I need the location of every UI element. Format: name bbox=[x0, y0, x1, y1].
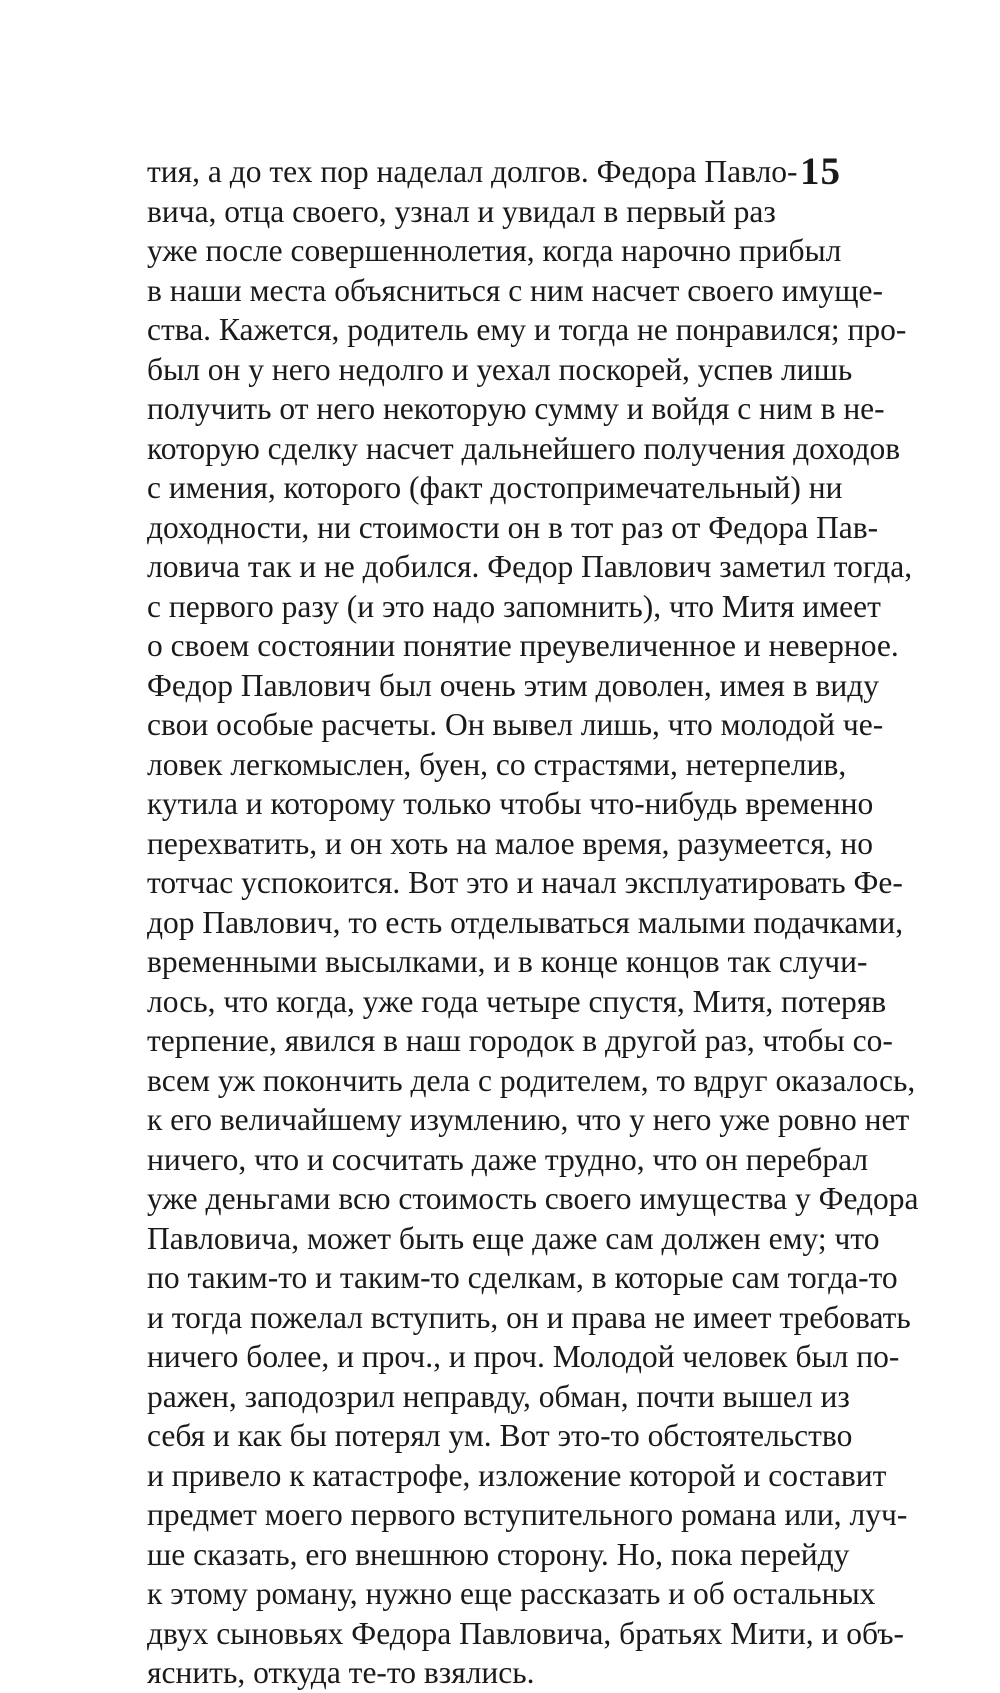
text-line: с имения, которого (факт достопримечательный) ни bbox=[147, 470, 843, 505]
text-line: яснить, откуда те-то взялись. bbox=[147, 1655, 535, 1690]
text-line: временными высылками, и в конце концов так случи- bbox=[147, 944, 868, 979]
text-line: тотчас успокоится. Вот это и начал эксплуатировать Фе- bbox=[147, 865, 903, 900]
text-line: двух сыновьях Федора Павловича, братьях Мити, и объ- bbox=[147, 1615, 905, 1651]
text-line: ловек легкомыслен, буен, со страстями, нетерпелив, bbox=[147, 746, 847, 782]
text-line: предмет моего первого вступительного романа или, луч- bbox=[147, 1497, 908, 1532]
text-line: к его величайшему изумлению, что у него уже ровно нет bbox=[147, 1102, 910, 1137]
text-line: которую сделку насчет дальнейшего получения доходов bbox=[147, 430, 901, 466]
text-line: в наши места объясниться с ним насчет своего имуще- bbox=[147, 272, 884, 308]
text-line: и тогда пожелал вступить, он и права не имеет требовать bbox=[147, 1299, 911, 1335]
text-line: Федор Павлович был очень этим доволен, имея в виду bbox=[147, 667, 880, 703]
text-line: лось, что когда, уже года четыре спустя, Митя, потеряв bbox=[147, 983, 887, 1019]
text-line: ше сказать, его внешнюю сторону. Но, пока перейду bbox=[147, 1536, 850, 1572]
text-line: дор Павлович, то есть отделываться малыми подачками, bbox=[147, 904, 904, 940]
text-line: перехватить, и он хоть на малое время, разумеется, но bbox=[147, 825, 874, 861]
text-line: ражен, заподозрил неправду, обман, почти вышел из bbox=[147, 1378, 850, 1414]
text-line: ничего, что и сосчитать даже трудно, что он перебрал bbox=[147, 1141, 869, 1177]
text-line: с первого разу (и это надо запомнить), что Митя имеет bbox=[147, 588, 881, 624]
text-line: кутила и которому только чтобы что-нибудь временно bbox=[147, 786, 874, 821]
text-line: свои особые расчеты. Он вывел лишь, что молодой че- bbox=[147, 707, 884, 742]
text-line: по таким-то и таким-то сделкам, в которые сам тогда-то bbox=[147, 1260, 898, 1295]
text-line: получить от него некоторую сумму и войдя с ним в не- bbox=[147, 391, 885, 426]
text-line: ства. Кажется, родитель ему и тогда не понравился; про- bbox=[147, 312, 907, 347]
page-number: 15 bbox=[800, 150, 841, 193]
text-line: к этому роману, нужно еще рассказать и об остальных bbox=[147, 1576, 876, 1611]
text-line: о своем состоянии понятие преувеличенное и неверное. bbox=[147, 628, 899, 663]
text-line: уже деньгами всю стоимость своего имущества у Федора bbox=[147, 1181, 919, 1216]
text-line: терпение, явился в наш городок в другой раз, чтобы со- bbox=[147, 1023, 893, 1058]
text-line: Павловича, может быть еще даже сам должен ему; что bbox=[147, 1220, 880, 1256]
body-text bbox=[147, 152, 919, 1693]
text-line: вича, отца своего, узнал и увидал в первый раз bbox=[147, 193, 776, 229]
text-line: ловича так и не добился. Федор Павлович заметил тогда, bbox=[147, 549, 913, 584]
text-line: и привело к катастрофе, изложение которой и составит bbox=[147, 1457, 887, 1493]
text-line: себя и как бы потерял ум. Вот это-то обстоятельство bbox=[147, 1418, 853, 1453]
text-line: доходности, ни стоимости он в тот раз от Федора Пав- bbox=[147, 509, 879, 545]
text-line: уже после совершеннолетия, когда нарочно прибыл bbox=[147, 233, 842, 268]
text-line: всем уж покончить дела с родителем, то вдруг оказалось, bbox=[147, 1062, 916, 1098]
text-line: был он у него недолго и уехал поскорей, успев лишь bbox=[147, 351, 853, 387]
text-line: ничего более, и проч., и проч. Молодой человек был по- bbox=[147, 1339, 900, 1374]
text-line: тия, а до тех пор наделал долгов. Федора Павло- bbox=[147, 154, 798, 189]
